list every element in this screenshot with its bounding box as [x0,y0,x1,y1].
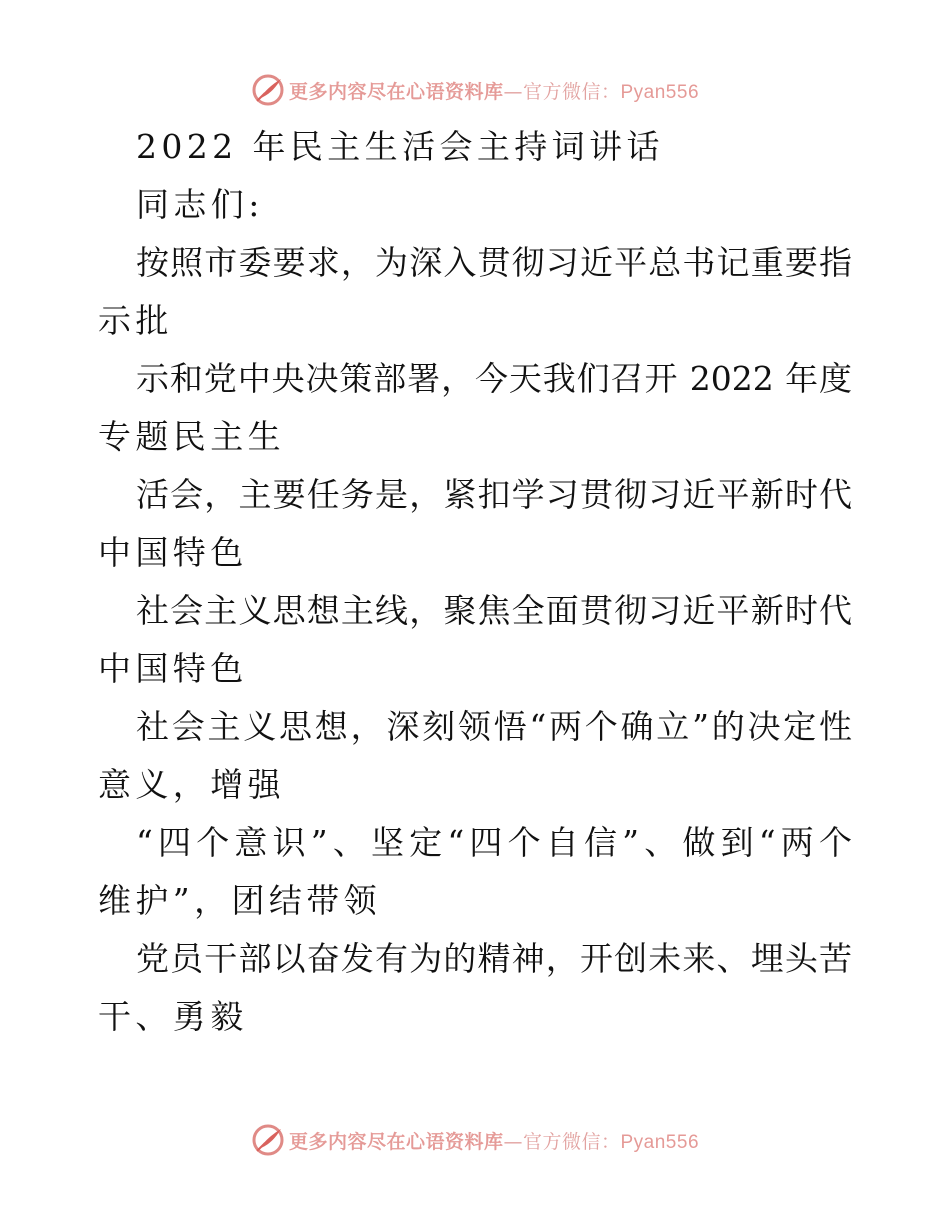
paragraph-line: 社会主义思想，深刻领悟“两个确立”的决定性 [136,707,852,746]
watermark-label: 官方微信： [522,80,621,103]
paragraph-line: 维护”，团结带领 [98,881,382,920]
watermark-brand: 更多内容尽在心语资料库 [288,1130,504,1153]
watermark-text [289,77,699,104]
document-body [98,118,852,1046]
watermark-id: Pyan556 [620,81,700,103]
header-watermark [0,70,950,110]
feather-circle-logo-icon [251,1123,285,1157]
watermark-brand: 更多内容尽在心语资料库 [288,80,504,103]
paragraph-line: 专题民主生 [98,417,285,456]
paragraph-line: 示和党中央决策部署，今天我们召开 2022 年度 [136,359,852,398]
watermark-text [289,1127,699,1154]
watermark-dash: — [503,80,523,103]
paragraph-line: 社会主义思想主线，聚焦全面贯彻习近平新时代 [136,591,852,630]
paragraph-line: 干、勇毅 [98,997,248,1036]
paragraph-line: 按照市委要求，为深入贯彻习近平总书记重要指 [136,243,852,282]
watermark-id: Pyan556 [620,1131,700,1153]
document-title: 2022 年民主生活会主持词讲话 [136,127,664,166]
paragraph-line: 示批 [98,301,173,340]
feather-circle-logo-icon [251,73,285,107]
footer-watermark [0,1120,950,1160]
paragraph-line: 意义，增强 [98,765,285,804]
watermark-label: 官方微信： [522,1130,621,1153]
paragraph-line: “四个意识”、坚定“四个自信”、做到“两个 [136,823,852,862]
paragraph-line: 活会，主要任务是，紧扣学习贯彻习近平新时代 [136,475,852,514]
watermark-dash: — [503,1130,523,1153]
paragraph-line: 中国特色 [98,533,248,572]
paragraph-line: 党员干部以奋发有为的精神，开创未来、埋头苦 [136,939,852,978]
salutation: 同志们: [136,185,264,224]
paragraph-line: 中国特色 [98,649,248,688]
